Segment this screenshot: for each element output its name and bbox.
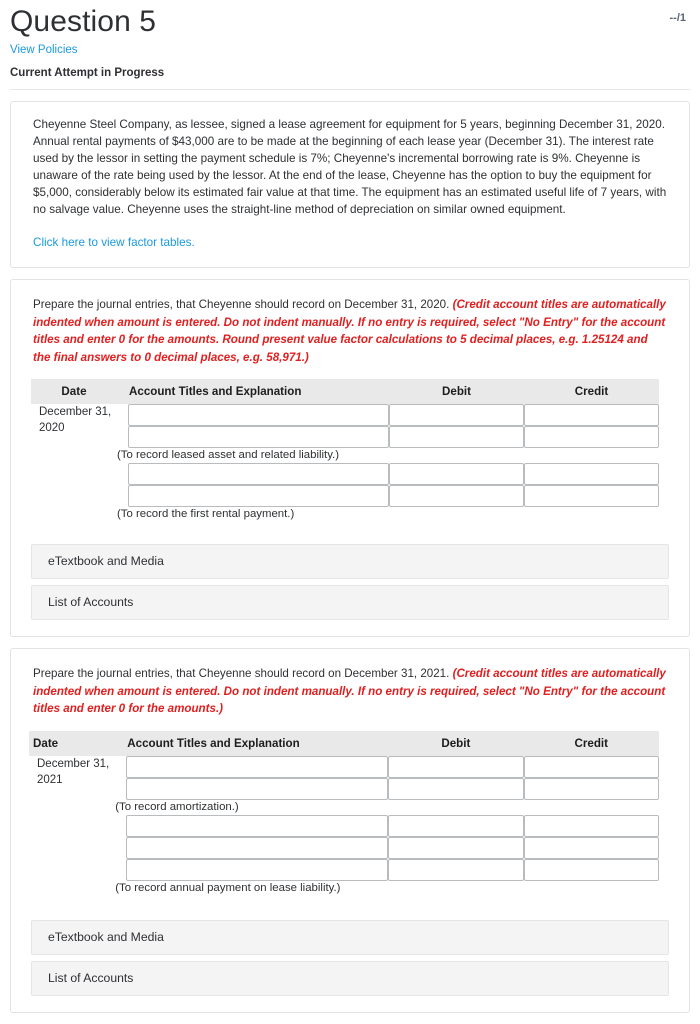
table-row-memo (29, 800, 659, 815)
section-2-hint: (Credit account titles are automatically indented when amount is entered. Do not indent manually. If no entry is required, select "No Entry" for the account titles and enter 0 for the amounts.) (33, 667, 666, 715)
table-row-memo (31, 448, 659, 463)
column-header-account: Account Titles and Explanation (115, 731, 388, 756)
table-header-row (31, 379, 659, 404)
table-row (31, 426, 659, 448)
factor-tables-link[interactable]: Click here to view factor tables. (33, 236, 195, 249)
section-1-prompt: Prepare the journal entries, that Cheyenne should record on December 31, 2020. (33, 298, 453, 311)
credit-cell (524, 778, 659, 800)
date-cell: December 31, 2021 (37, 757, 110, 786)
debit-input[interactable] (389, 485, 524, 507)
account-cell (117, 463, 389, 485)
debit-cell (388, 815, 523, 837)
debit-input[interactable] (388, 756, 523, 778)
debit-input[interactable] (388, 815, 523, 837)
debit-input[interactable] (388, 837, 523, 859)
credit-input[interactable] (524, 485, 659, 507)
credit-input[interactable] (524, 837, 659, 859)
table-header-row (29, 731, 659, 756)
credit-input[interactable] (524, 756, 659, 778)
debit-input[interactable] (389, 404, 524, 426)
column-header-debit: Debit (388, 731, 523, 756)
account-input[interactable] (128, 463, 389, 485)
debit-cell (388, 756, 523, 778)
account-cell (115, 815, 388, 837)
section-2-instructions (21, 665, 679, 718)
debit-input[interactable] (388, 859, 523, 881)
credit-cell (524, 404, 659, 426)
etextbook-and-media-button[interactable]: eTextbook and Media (31, 920, 669, 955)
problem-card (10, 101, 690, 268)
account-input[interactable] (126, 859, 388, 881)
column-header-credit: Credit (524, 379, 659, 404)
column-header-account: Account Titles and Explanation (117, 379, 389, 404)
section-1-instructions (21, 296, 679, 366)
credit-input[interactable] (524, 778, 659, 800)
attempt-status: Current Attempt in Progress (10, 67, 165, 79)
column-header-credit: Credit (524, 731, 659, 756)
credit-cell (524, 859, 659, 881)
journal-entry-section-2020 (10, 279, 690, 637)
list-of-accounts-button[interactable]: List of Accounts (31, 961, 669, 996)
debit-input[interactable] (388, 778, 523, 800)
table-row-memo (31, 507, 659, 522)
table-row (29, 837, 659, 859)
table-row (29, 778, 659, 800)
header-divider (10, 89, 690, 90)
journal-entry-section-2021 (10, 648, 690, 1013)
account-input[interactable] (128, 485, 389, 507)
table-row (29, 815, 659, 837)
table-row (31, 463, 659, 485)
page-title: Question 5 (10, 5, 157, 38)
memo-text: (To record leased asset and related liability.) (117, 449, 340, 461)
account-cell (115, 837, 388, 859)
account-input[interactable] (126, 837, 388, 859)
section-2-prompt: Prepare the journal entries, that Cheyenne should record on December 31, 2021. (33, 667, 453, 680)
table-row-memo (29, 881, 659, 896)
table-row (31, 404, 659, 426)
score-badge: --/1 (669, 12, 686, 24)
account-input[interactable] (126, 756, 388, 778)
credit-cell (524, 837, 659, 859)
account-input[interactable] (128, 426, 389, 448)
journal-table-2021 (29, 731, 659, 896)
credit-input[interactable] (524, 426, 659, 448)
account-input[interactable] (126, 815, 388, 837)
problem-text: Cheyenne Steel Company, as lessee, signed a lease agreement for equipment for 5 years, beginning December 31, 2020. Annual rental payments of $43,000 are to be made at the beginning of each lease year (December 31). The interest rate used by the lessor in setting the payment schedule is 7%; Cheyenne's incremental borrowing rate is 9%. Cheyenne is unaware of the rate being used by the lessor. At the end of the lease, Cheyenne has the option to buy the equipment for $5,000, considerably below its estimated fair value at that time. The equipment has an estimated useful life of 7 years, with no salvage value. Cheyenne uses the straight-line method of depreciation on similar owned equipment. (33, 118, 667, 216)
debit-cell (389, 485, 524, 507)
question-header (0, 0, 700, 42)
column-header-date: Date (31, 379, 117, 404)
table-row (29, 756, 659, 778)
credit-input[interactable] (524, 815, 659, 837)
credit-cell (524, 463, 659, 485)
section-1-actions (31, 544, 669, 620)
memo-text: (To record amortization.) (115, 800, 239, 813)
account-cell (117, 426, 389, 448)
credit-cell (524, 756, 659, 778)
view-policies-link[interactable]: View Policies (10, 44, 78, 56)
credit-cell (524, 815, 659, 837)
debit-cell (388, 778, 523, 800)
journal-table-2020 (31, 379, 659, 522)
account-cell (115, 756, 388, 778)
account-cell (115, 859, 388, 881)
debit-cell (388, 859, 523, 881)
debit-cell (389, 426, 524, 448)
section-1-hint: (Credit account titles are automatically indented when amount is entered. Do not indent manually. If no entry is required, select "No Entry" for the account titles and enter 0 for the amounts. Round present value factor calculations to 5 decimal places, e.g. 1.25124 and the final answers to 0 decimal places, e.g. 58,971.) (33, 298, 666, 364)
debit-cell (388, 837, 523, 859)
column-header-date: Date (29, 731, 115, 756)
memo-text: (To record the first rental payment.) (117, 508, 295, 520)
account-input[interactable] (128, 404, 389, 426)
debit-input[interactable] (389, 463, 524, 485)
section-2-actions (31, 920, 669, 996)
credit-input[interactable] (524, 463, 659, 485)
column-header-debit: Debit (389, 379, 524, 404)
debit-cell (389, 404, 524, 426)
date-cell: December 31, 2020 (39, 406, 112, 434)
table-row (31, 485, 659, 507)
credit-input[interactable] (524, 404, 659, 426)
list-of-accounts-button[interactable]: List of Accounts (31, 585, 669, 620)
account-cell (115, 778, 388, 800)
etextbook-and-media-button[interactable]: eTextbook and Media (31, 544, 669, 579)
table-row (29, 859, 659, 881)
credit-input[interactable] (524, 859, 659, 881)
debit-input[interactable] (389, 426, 524, 448)
account-cell (117, 404, 389, 426)
debit-cell (389, 463, 524, 485)
credit-cell (524, 426, 659, 448)
account-input[interactable] (126, 778, 388, 800)
account-cell (117, 485, 389, 507)
credit-cell (524, 485, 659, 507)
memo-text: (To record annual payment on lease liability.) (115, 881, 341, 894)
